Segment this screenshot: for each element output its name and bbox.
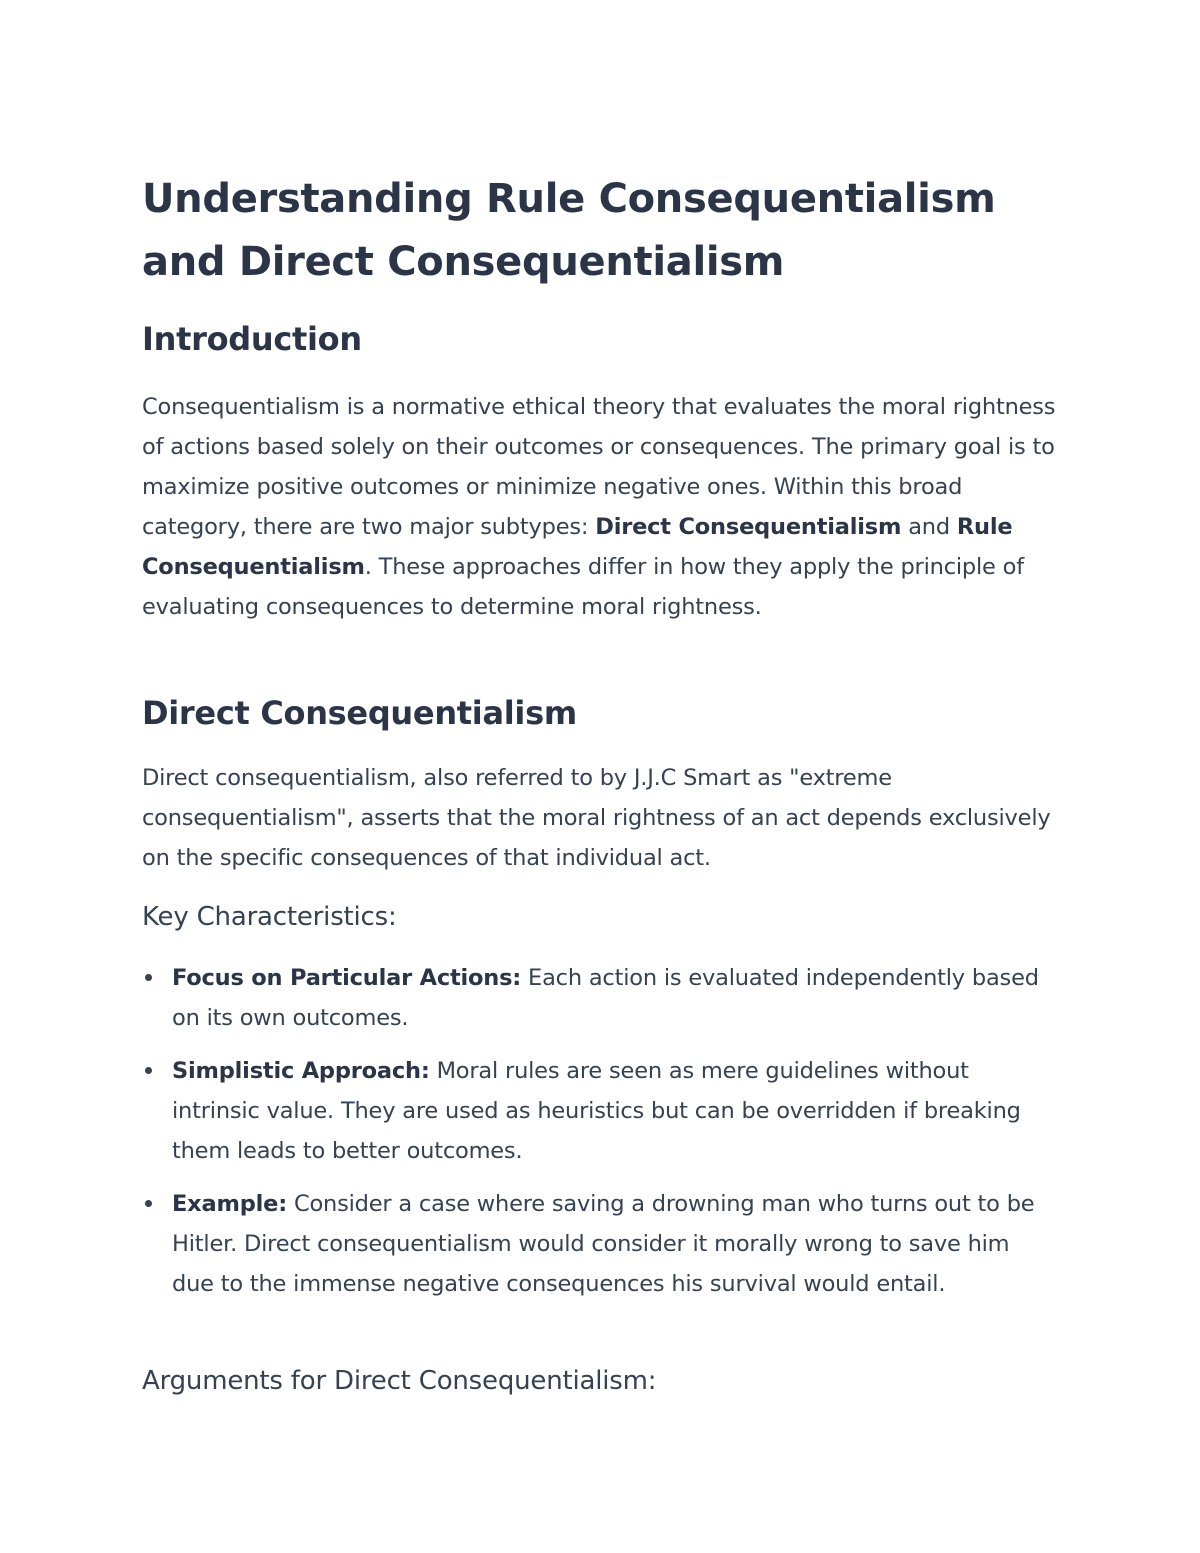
- introduction-text-2: and: [901, 514, 957, 540]
- direct-consequentialism-paragraph: Direct consequentialism, also referred to by J.J.C Smart as "extreme consequentialism", asserts that the moral rightness of an act depends exclusively on the specific consequences of that individual act.: [142, 765, 1051, 871]
- bullet-icon: [145, 1200, 152, 1207]
- list-item-label: Example:: [172, 1191, 287, 1217]
- arguments-heading: Arguments for Direct Consequentialism:: [142, 1366, 657, 1396]
- introduction-text-1: Consequentialism is a normative ethical theory that evaluates the moral rightness of actions based solely on their outcomes or consequences. The primary goal is to maximize positive outcomes or minimize negative ones. Within this broad category, there are two major subtypes:: [142, 394, 1056, 540]
- rule-consequentialism-term: Rule Consequentialism: [142, 514, 1013, 580]
- list-item: [142, 1184, 1057, 1304]
- document-title: Understanding Rule Consequentialism and Direct Consequentialism: [142, 176, 996, 285]
- list-item-text: Moral rules are seen as mere guidelines without intrinsic value. They are used as heuristics but can be overridden if breaking them leads to better outcomes.: [172, 1058, 1021, 1164]
- bullet-icon: [145, 974, 152, 981]
- list-item: [142, 958, 1057, 1038]
- list-item-text: Each action is evaluated independently based on its own outcomes.: [172, 965, 1039, 1031]
- introduction-text-3: . These approaches differ in how they apply the principle of evaluating consequences to determine moral rightness.: [142, 554, 1024, 620]
- list-item-text: Consider a case where saving a drowning man who turns out to be Hitler. Direct consequentialism would consider it morally wrong to save him due to the immense negative consequences his survival would entail.: [172, 1191, 1035, 1297]
- list-item-label: Focus on Particular Actions:: [172, 965, 522, 991]
- list-item-label: Simplistic Approach:: [172, 1058, 430, 1084]
- bullet-icon: [145, 1067, 152, 1074]
- direct-consequentialism-term: Direct Consequentialism: [595, 514, 902, 540]
- direct-consequentialism-heading: Direct Consequentialism: [142, 694, 577, 732]
- list-item: [142, 1051, 1057, 1171]
- introduction-paragraph: [142, 387, 1057, 627]
- introduction-heading: Introduction: [142, 320, 362, 358]
- characteristics-list: [142, 958, 1057, 1317]
- key-characteristics-heading: Key Characteristics:: [142, 902, 397, 932]
